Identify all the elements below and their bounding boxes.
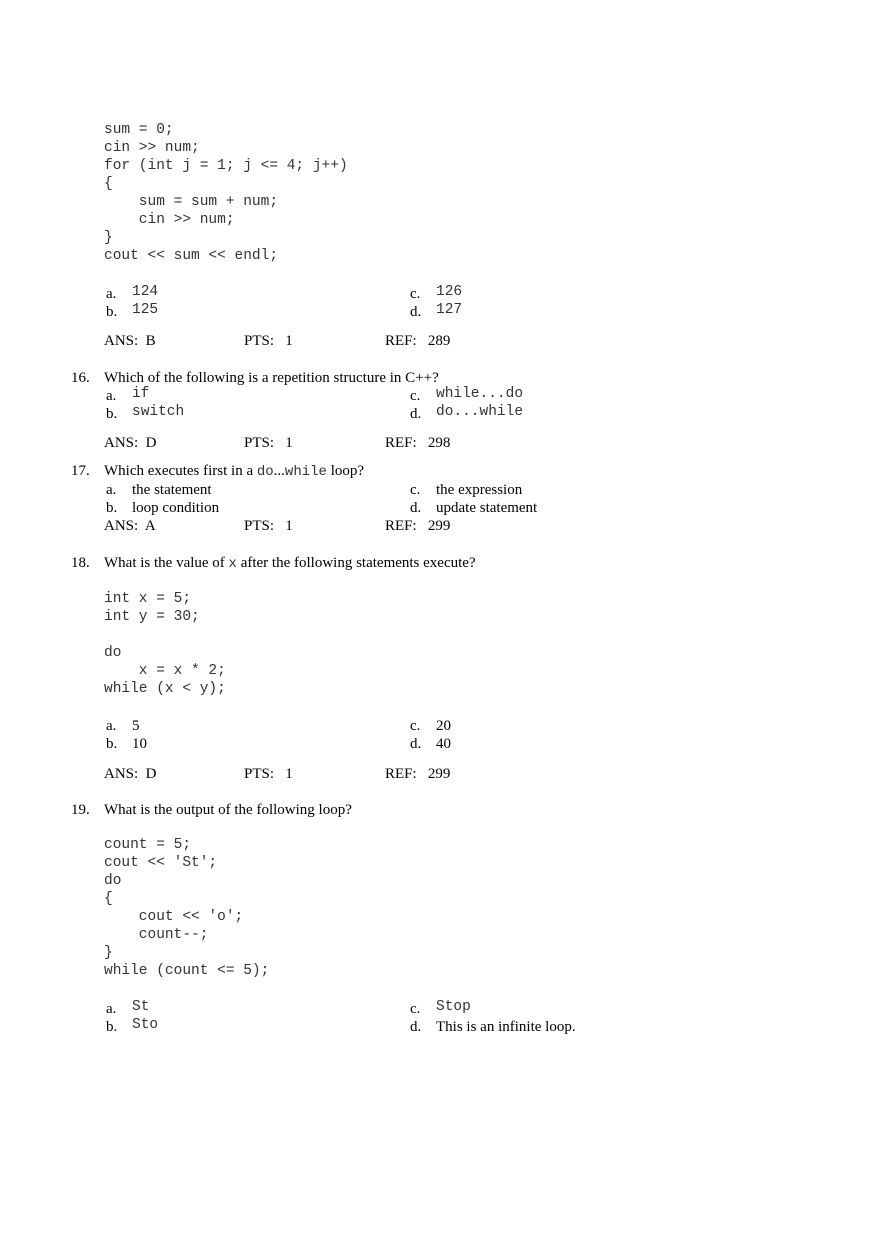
q15-option-a-text: 124 [132, 284, 159, 300]
q17-option-d-text: update statement [436, 500, 538, 516]
q16-reference: REF: 298 [385, 435, 451, 451]
q17-option-b-text: loop condition [132, 500, 220, 516]
q16-question: Which of the following is a repetition structure in C++? [104, 370, 439, 386]
q19-option-a-text: St [132, 999, 150, 1015]
q17-question-post: loop? [326, 463, 365, 479]
q17-question-ellipsis: ... [273, 463, 285, 479]
q18-question-post: after the following statements execute? [236, 555, 476, 571]
q17-question-pre: Which executes first in a [104, 463, 257, 479]
q15-code-block: sum = 0; cin >> num; for (int j = 1; j <= 4; j++) { sum = sum + num; cin >> num; } cout << sum << endl; [104, 122, 348, 264]
q17-option-a-text: the statement [132, 482, 212, 498]
q18-option-b-text: 10 [132, 736, 147, 752]
q15-answer: ANS: B [104, 333, 156, 349]
q19-option-a-letter: a. [106, 1001, 117, 1017]
q15-option-b-letter: b. [106, 304, 118, 320]
q16-points: PTS: 1 [244, 435, 293, 451]
q16-option-c-letter: c. [410, 388, 421, 404]
q18-question-pre: What is the value of [104, 555, 229, 571]
q15-option-d-letter: d. [410, 304, 422, 320]
q16-answer: ANS: D [104, 435, 157, 451]
q18-points: PTS: 1 [244, 766, 293, 782]
q15-option-a-letter: a. [106, 286, 117, 302]
q18-question [104, 554, 476, 573]
q18-option-a-text: 5 [132, 718, 140, 734]
q16-option-d-letter: d. [410, 406, 422, 422]
q19-option-d-text: This is an infinite loop. [436, 1019, 576, 1035]
q18-option-c-letter: c. [410, 718, 421, 734]
q15-option-b-text: 125 [132, 302, 159, 318]
q18-reference: REF: 299 [385, 766, 451, 782]
q17-points: PTS: 1 [244, 518, 293, 534]
q19-question: What is the output of the following loop? [104, 802, 352, 818]
q16-option-d-text: do...while [436, 404, 524, 420]
q19-option-c-text: Stop [436, 999, 471, 1015]
q15-option-c-letter: c. [410, 286, 421, 302]
q17-reference: REF: 299 [385, 518, 451, 534]
q18-answer: ANS: D [104, 766, 157, 782]
q19-option-b-text: Sto [132, 1017, 159, 1033]
q15-reference: REF: 289 [385, 333, 451, 349]
q18-question-code: x [228, 556, 237, 572]
q19-option-c-letter: c. [410, 1001, 421, 1017]
q19-option-b-letter: b. [106, 1019, 118, 1035]
q17-question-code-while: while [284, 464, 327, 480]
q17-option-d-letter: d. [410, 500, 422, 516]
q16-option-a-text: if [132, 386, 150, 402]
q16-option-b-letter: b. [106, 406, 118, 422]
q18-code-block: int x = 5; int y = 30; do x = x * 2; while (x < y); [104, 591, 226, 697]
q17-number: 17. [71, 463, 90, 479]
q17-option-a-letter: a. [106, 482, 117, 498]
q19-option-d-letter: d. [410, 1019, 422, 1035]
q16-number: 16. [71, 370, 90, 386]
q15-points: PTS: 1 [244, 333, 293, 349]
q18-option-b-letter: b. [106, 736, 118, 752]
q15-option-c-text: 126 [436, 284, 463, 300]
q17-answer: ANS: A [104, 518, 156, 534]
q18-option-d-text: 40 [436, 736, 451, 752]
q19-number: 19. [71, 802, 90, 818]
q15-option-d-text: 127 [436, 302, 463, 318]
q17-option-c-letter: c. [410, 482, 421, 498]
q18-option-c-text: 20 [436, 718, 451, 734]
q17-question [104, 462, 364, 481]
q16-option-b-text: switch [132, 404, 185, 420]
q17-question-code-do: do [256, 464, 274, 480]
q17-option-b-letter: b. [106, 500, 118, 516]
q19-code-block: count = 5; cout << 'St'; do { cout << 'o'; count--; } while (count <= 5); [104, 837, 270, 979]
q18-option-a-letter: a. [106, 718, 117, 734]
q18-number: 18. [71, 555, 90, 571]
q18-option-d-letter: d. [410, 736, 422, 752]
q16-option-a-letter: a. [106, 388, 117, 404]
q16-option-c-text: while...do [436, 386, 524, 402]
q17-option-c-text: the expression [436, 482, 523, 498]
